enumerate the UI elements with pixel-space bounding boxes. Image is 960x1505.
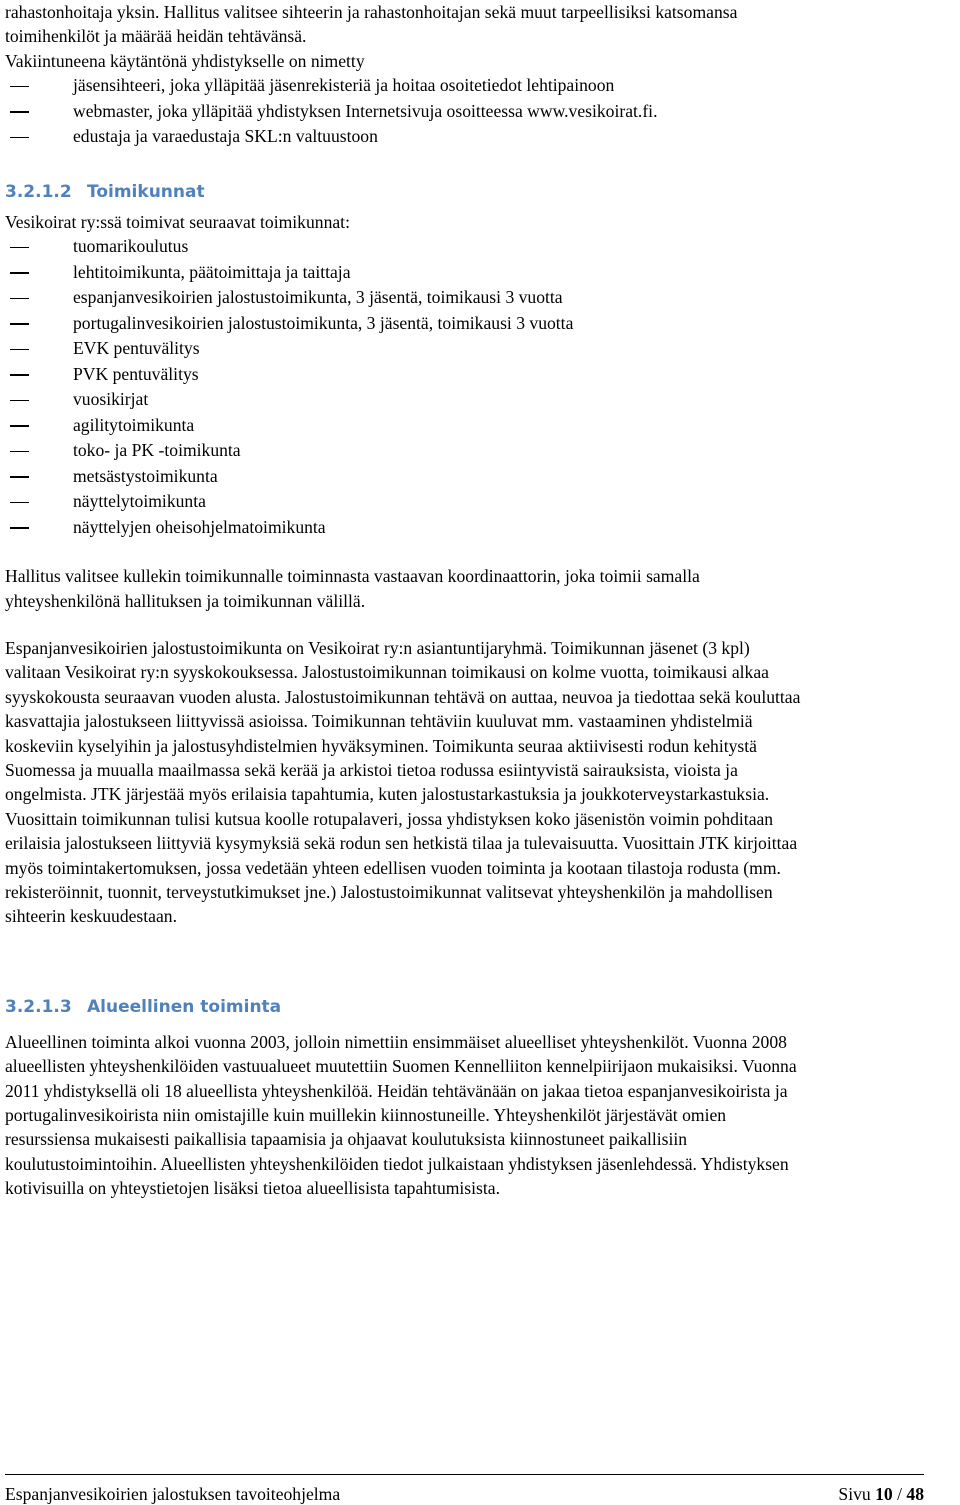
list-item: portugalinvesikoirien jalostustoimikunta, 3 jäsentä, toimikausi 3 vuotta [5, 311, 950, 337]
list-item: jäsensihteeri, joka ylläpitää jäsenrekisteriä ja hoitaa osoitetiedot lehtipainoon [5, 73, 950, 99]
text-line: ongelmista. JTK järjestää myös erilaisia tapahtumia, kuten jalostustarkastuksia ja joukkoterveystarkastuksia. [5, 784, 770, 805]
section-title: Alueellinen toiminta [87, 996, 282, 1017]
text-line: Espanjanvesikoirien jalostustoimikunta on Vesikoirat ry:n asiantuntijaryhmä. Toimikunnan jäsenet (3 kpl) [5, 637, 750, 658]
text-line: valitaan Vesikoirat ry:n syyskokouksessa. Jalostustoimikunnan toimikausi on kolme vuotta, toimikausi alkaa [5, 662, 769, 683]
text-line: Vakiintuneena käytäntönä yhdistykselle on nimetty [5, 50, 365, 71]
breeding-committee-paragraph [5, 636, 950, 929]
document-page [5, 0, 950, 1201]
text-line: alueellisten yhteyshenkilöiden vastuualueet muutettiin Suomen Kennelliiton kennelpiirijaon mukaisiksi. Vuonna [5, 1056, 797, 1077]
text-line: Hallitus valitsee kullekin toimikunnalle toiminnasta vastaavan koordinaattorin, joka toimii samalla [5, 566, 700, 587]
section-title: Toimikunnat [87, 181, 205, 202]
list-item: metsästystoimikunta [5, 464, 950, 490]
list-item: agilitytoimikunta [5, 413, 950, 439]
page-label: Sivu [838, 1484, 871, 1504]
text-line: yhteyshenkilönä hallituksen ja toimikunnan välillä. [5, 590, 366, 611]
list-item: näyttelyjen oheisohjelmatoimikunta [5, 515, 950, 541]
text-line: rekisteröinnit, tuonnit, terveystutkimukset jne.) Jalostustoimikunnat valitsevat yhteyshenkilön ja mahdollisen [5, 882, 773, 902]
text-line: kasvattajia jalostukseen liittyvissä asioissa. Toimikunnan tehtäviin kuuluvat mm. vastaaminen yhdistelmiä [5, 711, 753, 732]
text-line: Alueellinen toiminta alkoi vuonna 2003, jolloin nimettiin ensimmäiset alueelliset yhteyshenkilöt. Vuonna 2008 [5, 1031, 787, 1052]
regional-paragraph [5, 1030, 950, 1201]
section-heading-alueellinen-toiminta [5, 995, 950, 1019]
page-indicator [838, 1483, 924, 1505]
text-line: 2011 yhdistyksellä oli 18 alueellista yhteyshenkilöä. Heidän tehtävänään on jakaa tietoa espanjanvesikoirista ja [5, 1080, 788, 1101]
list-item: tuomarikoulutus [5, 234, 950, 260]
page-separator: / [897, 1484, 902, 1504]
section-heading-toimikunnat [5, 180, 950, 204]
list-item: EVK pentuvälitys [5, 336, 950, 362]
list-item: näyttelytoimikunta [5, 489, 950, 515]
list-item: edustaja ja varaedustaja SKL:n valtuustoon [5, 124, 950, 150]
text-line: Suomessa ja muualla maailmassa sekä kerää ja arkistoi tietoa rodussa esiintyvistä sairauksista, vioista ja [5, 759, 738, 780]
text-line: kotivisuilla on yhteystietojen lisäksi tietoa alueellisista tapahtumisista. [5, 1178, 500, 1199]
list-item: espanjanvesikoirien jalostustoimikunta, 3 jäsentä, toimikausi 3 vuotta [5, 285, 950, 311]
list-item: PVK pentuvälitys [5, 362, 950, 388]
committee-list [5, 234, 950, 540]
section-number: 3.2.1.3 [5, 996, 72, 1017]
list-item [5, 99, 950, 125]
text-line: resurssiensa mukaisesti paikallisia tapaamisia ja ohjaavat koulutuksista kiinnostuneet paikallisiin [5, 1129, 688, 1150]
page-footer [5, 1474, 924, 1505]
text-line: erilaisia jalostukseen liittyviä kysymyksiä sekä rodun sen hetkistä tilaa ja tulevaisuutta. Vuosittain JTK kirjoittaa [5, 833, 798, 854]
text-line: portugalinvesikoirista niin omistajille kuin muillekin kiinnostuneille. Yhteyshenkilöt järjestävät omien [5, 1105, 727, 1126]
list-item: toko- ja PK -toimikunta [5, 438, 950, 464]
list-item: vuosikirjat [5, 387, 950, 413]
text-line: myös toimintakertomuksen, jossa vedetään yhteen edellisen vuoden toiminta ja kootaan tilastoja rodusta (mm. [5, 857, 781, 878]
text-line: koskeviin kyselyihin ja jalostusyhdistelmien hyväksyminen. Toimikunta seuraa aktiivisesti rodun kehitystä [5, 735, 757, 756]
text-line: koulutustoimintoihin. Alueellisten yhteyshenkilöiden tiedot julkaistaan yhdistyksen jäsenlehdessä. Yhdistyksen [5, 1153, 789, 1174]
section-number: 3.2.1.2 [5, 181, 72, 202]
list-item: lehtitoimikunta, päätoimittaja ja taittaja [5, 260, 950, 286]
text-line: sihteerin keskuudestaan. [5, 906, 177, 927]
list-item-text: webmaster, joka ylläpitää yhdistyksen Internetsivuja osoitteessa www.vesikoirat.fi. [73, 100, 658, 121]
coordinator-paragraph [5, 564, 950, 613]
text-line: Vuosittain toimikunnan tulisi kutsua koolle rotupalaveri, jossa yhdistyksen koko jäsenistön voimin pohditaan [5, 808, 774, 829]
text-line: rahastonhoitaja yksin. Hallitus valitsee sihteerin ja rahastonhoitajan sekä muut tarpeellisiksi katsomansa [5, 2, 738, 22]
role-list [5, 73, 950, 150]
page-current: 10 [875, 1484, 893, 1504]
text-line: toimihenkilöt ja määrää heidän tehtävänsä. [5, 26, 307, 47]
text-line: syyskokousta seuraavan vuoden alusta. Jalostustoimikunnan tehtävä on auttaa, neuvoa ja tiedottaa sekä kouluttaa [5, 686, 801, 707]
footer-document-title: Espanjanvesikoirien jalostuksen tavoiteohjelma [5, 1484, 341, 1504]
page-total: 48 [906, 1484, 924, 1504]
intro-paragraph [5, 0, 950, 73]
committees-lead: Vesikoirat ry:ssä toimivat seuraavat toimikunnat: [5, 211, 350, 232]
